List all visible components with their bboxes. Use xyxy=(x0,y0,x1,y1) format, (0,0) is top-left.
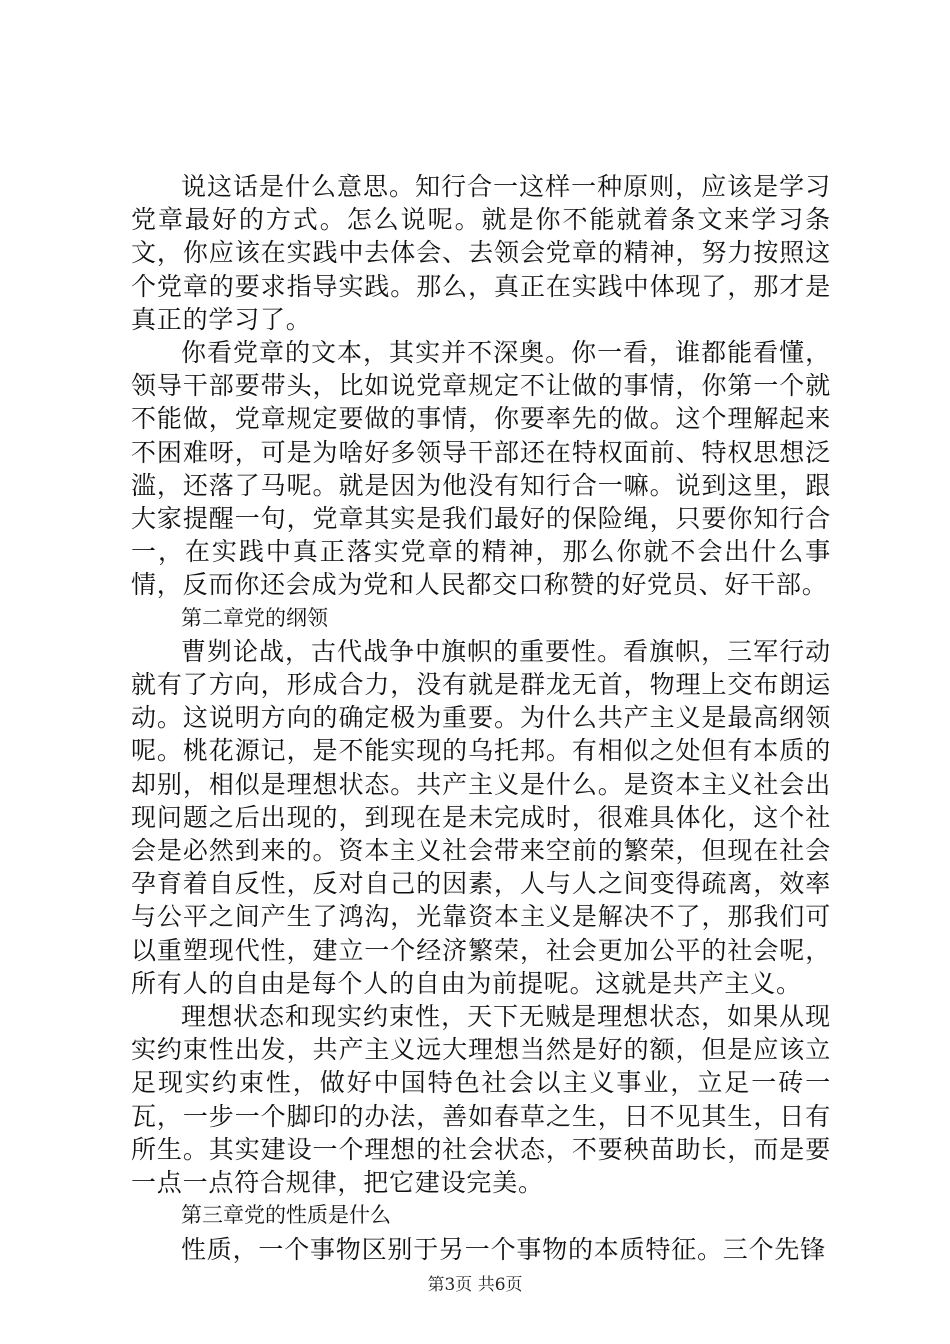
paragraph: 说这话是什么意思。知行合一这样一种原则，应该是学习党章最好的方式。怎么说呢。就是你不能就着条文来学习条文，你应该在实践中去体会、去领会党章的精神，努力按照这个党章的要求指导实践。那么，真正在实践中体现了，那才是真正的学习了。 xyxy=(131,172,831,334)
chapter-heading: 第三章党的性质是什么 xyxy=(181,1203,391,1228)
document-body xyxy=(131,170,831,1266)
chapter-heading: 第二章党的纲领 xyxy=(181,605,328,630)
page-number-footer: 第3页 共6页 xyxy=(427,1275,523,1295)
paragraph: 理想状态和现实约束性，天下无贼是理想状态，如果从现实约束性出发，共产主义远大理想当然是好的额，但是应该立足现实约束性，做好中国特色社会以主义事业，立足一砖一瓦，一步一个脚印的办法，善如春草之生，日不见其生，日有所生。其实建设一个理想的社会状态，不要秧苗助长，而是要一点一点符合规律，把它建设完美。 xyxy=(131,1002,831,1198)
paragraph: 曹刿论战，古代战争中旗帜的重要性。看旗帜，三军行动就有了方向，形成合力，没有就是群龙无首，物理上交布朗运动。这说明方向的确定极为重要。为什么共产主义是最高纲领呢。桃花源记，是不能实现的乌托邦。有相似之处但有本质的却别，相似是理想状态。共产主义是什么。是资本主义社会出现问题之后出现的，到现在是未完成时，很难具体化，这个社会是必然到来的。资本主义社会带来空前的繁荣，但现在社会孕育着自反性，反对自己的因素，人与人之间变得疏离，效率与公平之间产生了鸿沟，光靠资本主义是解决不了，那我们可以重塑现代性，建立一个经济繁荣，社会更加公平的社会呢，所有人的自由是每个人的自由为前提呢。这就是共产主义。 xyxy=(131,636,831,998)
paragraph: 你看党章的文本，其实并不深奥。你一看，谁都能看懂，领导干部要带头，比如说党章规定不让做的事情，你第一个就不能做，党章规定要做的事情，你要率先的做。这个理解起来不困难呀，可是为啥好多领导干部还在特权面前、特权思想泛滥，还落了马呢。就是因为他没有知行合一嘛。说到这里，跟大家提醒一句，党章其实是我们最好的保险绳，只要你知行合一，在实践中真正落实党章的精神，那么你就不会出什么事情，反而你还会成为党和人民都交口称赞的好党员、好干部。 xyxy=(131,338,831,600)
paragraph: 性质，一个事物区别于另一个事物的本质特征。三个先锋 xyxy=(181,1234,827,1264)
